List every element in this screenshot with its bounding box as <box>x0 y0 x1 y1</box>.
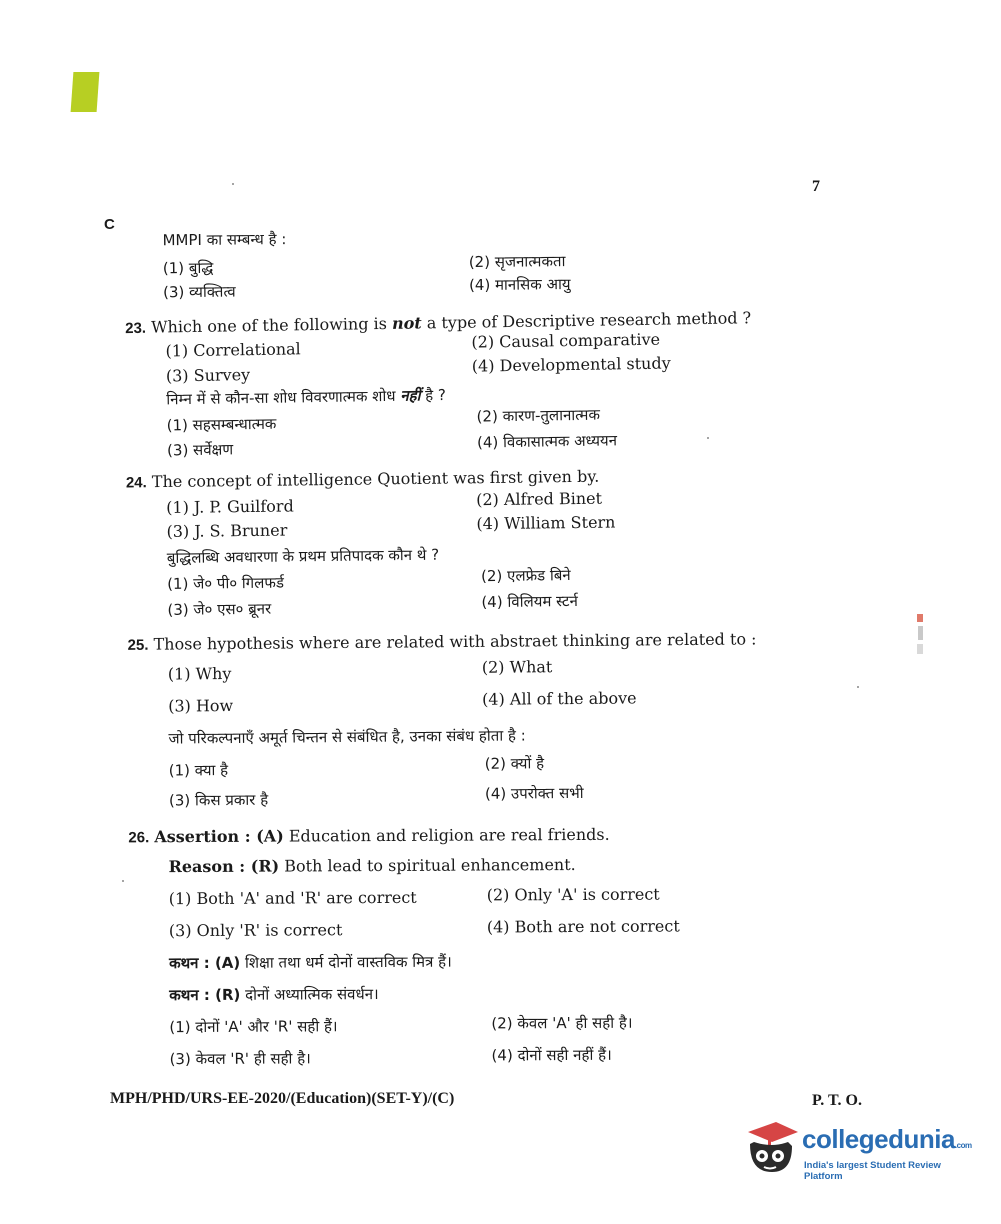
q23-hindi-option-2: (2) कारण-तुलानात्मक <box>476 405 601 426</box>
q24-hindi-option-3: (3) जे० एस० ब्रूनर <box>167 599 272 619</box>
q23-hindi-post: है ? <box>420 386 447 405</box>
q23-text-pre: Which one of the following is <box>150 313 393 337</box>
logo-tagline: India's largest Student Review Platform <box>804 1160 941 1182</box>
scan-speck <box>232 183 234 185</box>
q26-number: 26. <box>128 829 150 847</box>
q26-reason-text: Both lead to spiritual enhancement. <box>279 854 576 876</box>
q24-option-3: (3) J. S. Bruner <box>166 520 288 542</box>
q22-option-4: (4) मानसिक आयु <box>468 275 571 295</box>
q24-stem-hindi: बुद्धिलब्धि अवधारणा के प्रथम प्रतिपादक कौन थे ? <box>166 545 440 568</box>
q23-option-1: (1) Correlational <box>165 339 301 361</box>
q24-hindi-option-2: (2) एलफ्रेड बिने <box>480 566 571 586</box>
q26-assertion-label: Assertion : (A) <box>154 826 284 847</box>
q25-option-4: (4) All of the above <box>482 688 637 709</box>
q26-hindi-option-4: (4) दोनों सही नहीं हैं। <box>491 1045 612 1065</box>
q25-option-1: (1) Why <box>167 664 232 684</box>
q26-reason-label: Reason : (R) <box>168 856 280 877</box>
q23-text-post: a type of Descriptive research method ? <box>421 308 752 333</box>
q26-option-3: (3) Only 'R' is correct <box>168 920 343 941</box>
q26-option-4: (4) Both are not correct <box>486 916 680 937</box>
q26-hindi-reason-label: कथन : (R) <box>169 985 241 1005</box>
q26-hindi-option-3: (3) केवल 'R' ही सही है। <box>169 1049 311 1069</box>
q24-option-4: (4) William Stern <box>476 512 616 534</box>
q22-question-hindi: MMPI का सम्बन्ध है : <box>162 230 287 250</box>
q26-assertion-text: Education and religion are real friends. <box>283 824 610 846</box>
q24-option-2: (2) Alfred Binet <box>476 488 603 510</box>
q22-option-1: (1) बुद्धि <box>162 258 214 278</box>
q26-option-2: (2) Only 'A' is correct <box>486 884 660 905</box>
q23-hindi-emphasis: नहीं <box>400 386 421 405</box>
q23-hindi-pre: निम्न में से कौन-सा शोध विवरणात्मक शोध <box>166 386 401 409</box>
q26-hindi-assertion <box>169 952 452 973</box>
q26-hindi-reason <box>169 984 379 1005</box>
q24-number: 24. <box>125 474 147 492</box>
q26-hindi-option-1: (1) दोनों 'A' और 'R' सही हैं। <box>169 1017 338 1037</box>
q25-number: 25. <box>127 636 149 654</box>
q26-hindi-assertion-text: शिक्षा तथा धर्म दोनों वास्तविक मित्र हैं। <box>240 952 452 972</box>
q25-stem-hindi: जो परिकल्पनाएँ अमूर्त चिन्तन से संबंधित है, उनका संबंध होता है : <box>168 726 526 748</box>
q25-hindi-option-4: (4) उपरोक्त सभी <box>484 783 584 803</box>
scan-edge-highlight <box>71 72 100 112</box>
q23-text-emphasis: not <box>391 313 422 333</box>
scan-speck <box>857 686 859 688</box>
q22-option-2: (2) सृजनात्मकता <box>468 252 566 272</box>
page-number: 7 <box>812 178 820 195</box>
q23-hindi-option-4: (4) विकासात्मक अध्ययन <box>476 431 618 452</box>
q26-hindi-option-2: (2) केवल 'A' ही सही है। <box>491 1013 633 1033</box>
q26-reason <box>168 855 575 877</box>
q26-option-1: (1) Both 'A' and 'R' are correct <box>168 887 417 909</box>
set-code: C <box>104 216 115 233</box>
q24-hindi-option-1: (1) जे० पी० गिलफर्ड <box>167 573 285 594</box>
scan-speck <box>122 880 124 882</box>
q23-option-2: (2) Causal comparative <box>471 329 661 352</box>
q25-option-3: (3) How <box>168 695 234 716</box>
q25-hindi-option-1: (1) क्या है <box>168 761 229 780</box>
q22-option-3: (3) व्यक्तित्व <box>162 282 236 302</box>
q25-option-2: (2) What <box>481 657 553 677</box>
q24-option-1: (1) J. P. Guilford <box>166 496 294 518</box>
q23-option-3: (3) Survey <box>165 365 251 386</box>
graduate-face-icon <box>742 1118 800 1176</box>
q23-stem-hindi <box>166 385 446 409</box>
q25-hindi-option-2: (2) क्यों है <box>484 754 545 773</box>
q23-hindi-option-3: (3) सर्वेक्षण <box>166 440 234 460</box>
q24-hindi-option-4: (4) विलियम स्टर्न <box>481 591 578 612</box>
q23-option-4: (4) Developmental study <box>471 353 671 376</box>
q25-hindi-option-3: (3) किस प्रकार है <box>168 790 269 810</box>
paper-code: MPH/PHD/URS-EE-2020/(Education)(SET-Y)/(C) <box>110 1090 455 1107</box>
q23-hindi-option-1: (1) सहसम्बन्धात्मक <box>166 414 277 435</box>
logo-suffix: .com <box>954 1141 972 1150</box>
q25-stem <box>128 629 757 655</box>
q24-text: The concept of intelligence Quotient was first given by. <box>151 466 600 492</box>
q26-hindi-reason-text: दोनों अध्यात्मिक संवर्धन। <box>240 985 379 1004</box>
q23-number: 23. <box>125 319 147 338</box>
q25-text: Those hypothesis where are related with abstraet thinking are related to : <box>153 629 757 654</box>
scan-edge-mark <box>916 610 926 670</box>
scan-speck <box>707 437 709 439</box>
collegedunia-logo <box>742 1118 972 1180</box>
q26-assertion <box>128 825 609 849</box>
q26-hindi-assertion-label: कथन : (A) <box>168 953 241 973</box>
logo-wordmark: collegedunia <box>802 1124 955 1154</box>
please-turn-over: P. T. O. <box>812 1092 862 1109</box>
